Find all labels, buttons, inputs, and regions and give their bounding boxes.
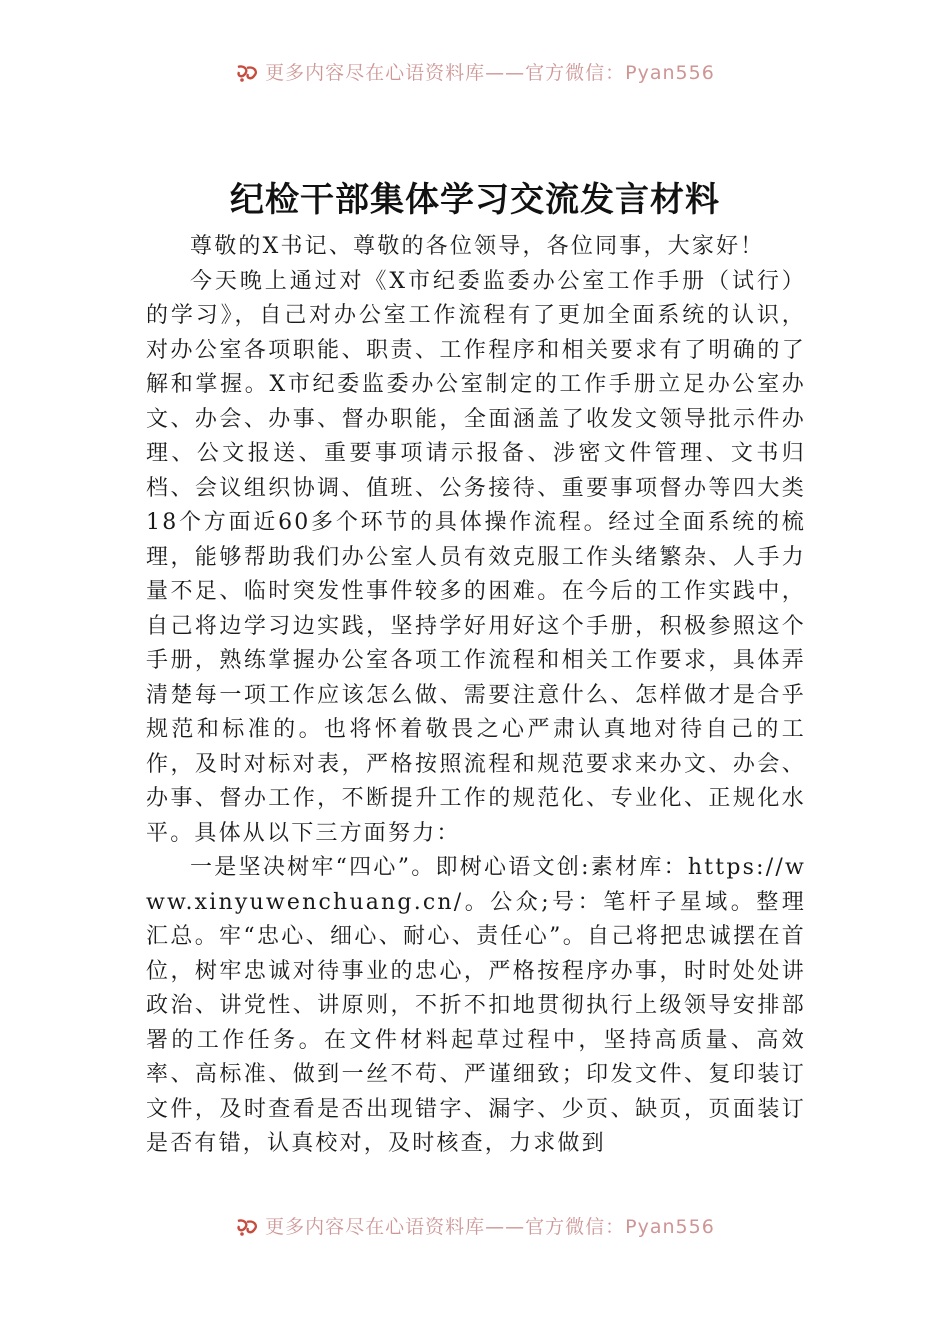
paragraph-intro: 今天晚上通过对《X市纪委监委办公室工作手册（试行）的学习》，自己对办公室工作流程有了更加全面系统的认识，对办公室各项职能、职责、工作程序和相关要求有了明确的了解和掌握。X市纪委监委办公室制定的工作手册立足办公室办文、办会、办事、督办职能，全面涵盖了收发文领导批示件办理、公文报送、重要事项请示报备、涉密文件管理、文书归档、会议组织协调、值班、公务接待、重要事项督办等四大类18个方面近60多个环节的具体操作流程。经过全面系统的梳理，能够帮助我们办公室人员有效克服工作头绪繁杂、人手力量不足、临时突发性事件较多的困难。在今后的工作实践中，自己将边学习边实践，坚持学好用好这个手册，积极参照这个手册，熟练掌握办公室各项工作流程和相关工作要求，具体弄清楚每一项工作应该怎么做、需要注意什么、怎样做才是合乎规范和标准的。也将怀着敬畏之心严肃认真地对待自己的工作，及时对标对表，严格按照流程和规范要求来办文、办会、办事、督办工作，不断提升工作的规范化、专业化、正规化水平。具体从以下三方面努力：: [146, 268, 806, 846]
watermark-text: 更多内容尽在心语资料库——官方微信：Pyan556: [265, 1216, 715, 1238]
paragraph-point-one: 一是坚决树牢“四心”。即树心语文创:素材库：https://www.xinyuwenchuang.cn/。公众;号：笔杆子星域。整理汇总。牢“忠心、细心、耐心、责任心”。自己将把忠诚摆在首位，树牢忠诚对待事业的忠心，严格按程序办事，时时处处讲政治、讲党性、讲原则，不折不扣地贯彻执行上级领导安排部署的工作任务。在文件材料起草过程中，坚持高质量、高效率、高标准、做到一丝不苟、严谨细致；印发文件、复印装订文件，及时查看是否出现错字、漏字、少页、缺页，页面装订是否有错，认真校对，及时核查，力求做到: [146, 855, 806, 1156]
logo-icon: [235, 63, 261, 83]
watermark-text: 更多内容尽在心语资料库——官方微信：Pyan556: [265, 62, 715, 84]
document-title: 纪检干部集体学习交流发言材料: [230, 180, 720, 220]
document-body: [146, 230, 806, 1162]
footer-watermark: [0, 1212, 950, 1239]
header-watermark: [0, 58, 950, 85]
logo-icon: [235, 1217, 261, 1237]
paragraph-greeting: 尊敬的X书记、尊敬的各位领导，各位同事，大家好！: [190, 234, 765, 259]
